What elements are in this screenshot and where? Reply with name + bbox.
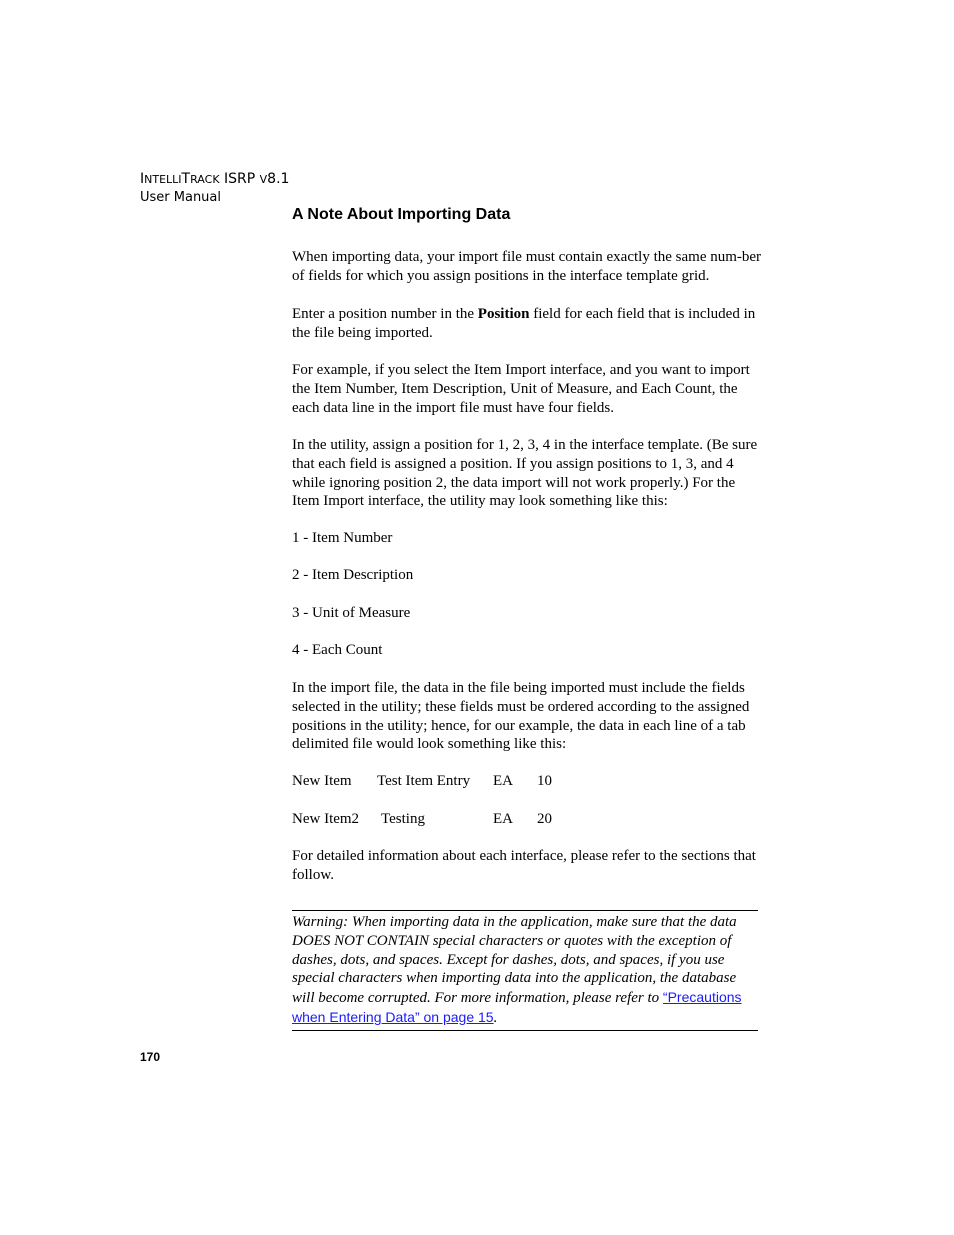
position-item-1: 1 - Item Number bbox=[292, 530, 393, 546]
example-cell: New Item bbox=[292, 773, 352, 789]
position-item-2: 2 - Item Description bbox=[292, 567, 414, 583]
example-cell: Test Item Entry bbox=[377, 773, 471, 789]
position-item-3: 3 - Unit of Measure bbox=[292, 605, 411, 621]
product-smallcaps-2: RACK bbox=[190, 173, 220, 186]
paragraph-example: For example, if you select the Item Import interface, and you want to import the Item Number, Item Description, Unit of Measure, and Each Count, the each data line in the import file must have four fields. bbox=[292, 362, 750, 416]
example-cell: 20 bbox=[537, 811, 552, 827]
product-rest: ISRP bbox=[219, 171, 260, 187]
precautions-link[interactable]: “Precautions when Entering Data” on page 15 bbox=[292, 989, 742, 1025]
example-cell: EA bbox=[493, 773, 513, 789]
p2-text-after: field for each field that is included in the file being imported. bbox=[292, 306, 756, 341]
version-number: 8.1 bbox=[267, 171, 290, 187]
paragraph-utility: In the utility, assign a position for 1, 2, 3, 4 in the interface template. (Be sure that each field is assigned a position. If you assign positions to 1, 3, and 4 while ignoring position 2, the data import will not work properly.) For the Item Import interface, the utility may look something like this: bbox=[292, 437, 758, 510]
example-cell: Testing bbox=[381, 811, 425, 827]
example-cell: 10 bbox=[537, 773, 552, 789]
product-smallcaps-1: NTELLI bbox=[144, 173, 182, 186]
product-name bbox=[140, 170, 289, 189]
paragraph-refer-sections: For detailed information about each interface, please refer to the sections that follow. bbox=[292, 848, 756, 883]
p2-text-before: Enter a position number in the bbox=[292, 306, 478, 322]
product-initial-2: T bbox=[181, 171, 191, 187]
position-item-4: 4 - Each Count bbox=[292, 642, 383, 658]
example-row-2 bbox=[292, 810, 592, 829]
example-row-1 bbox=[292, 772, 592, 791]
paragraph-position-field bbox=[292, 305, 762, 343]
manual-subtitle: User Manual bbox=[140, 190, 222, 205]
warning-top-rule bbox=[292, 910, 758, 911]
page-number: 170 bbox=[140, 1050, 161, 1064]
example-cell: EA bbox=[493, 811, 513, 827]
paragraph-import-file-data: In the import file, the data in the file being imported must include the fields selected in the utility; these fields must be ordered according to the assigned positions in the utility; hence, for our example, the data in each line of a tab delimited file would look something like this: bbox=[292, 680, 750, 753]
position-field-name: Position bbox=[477, 306, 530, 322]
warning-text: Warning: When importing data in the application, make sure that the data DOES NOT CONTAIN special characters or quotes with the exception of dashes, dots, and spaces. Except for dashes, dots, and spaces, if you use special characters when importing data into the application, the database will become corrupted. For more information, please refer to bbox=[292, 914, 737, 1007]
paragraph-import-file: When importing data, your import file must contain exactly the same num-ber of fields for which you assign positions in the interface template grid. bbox=[292, 249, 762, 284]
product-initial-1: I bbox=[140, 171, 145, 187]
example-cell: New Item2 bbox=[292, 811, 360, 827]
version-prefix: V bbox=[259, 173, 268, 186]
warning-bottom-rule bbox=[292, 1030, 758, 1031]
warning-end: . bbox=[493, 1009, 498, 1026]
running-header bbox=[140, 170, 289, 206]
warning-note bbox=[292, 913, 762, 1028]
section-title: A Note About Importing Data bbox=[292, 206, 511, 223]
